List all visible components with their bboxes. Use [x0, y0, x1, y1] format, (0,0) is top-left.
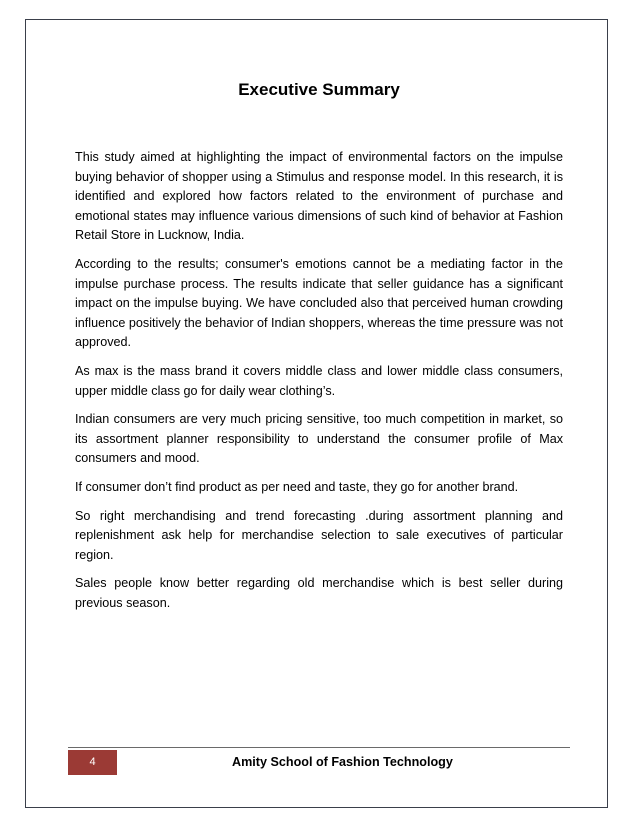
- paragraph-3: As max is the mass brand it covers middle class and lower middle class consumers, upper middle class go for daily wear clothing’s.: [75, 363, 563, 398]
- document-body: [75, 148, 563, 622]
- paragraph-7: Sales people know better regarding old merchandise which is best seller during previous season.: [75, 576, 563, 610]
- footer-institution: Amity School of Fashion Technology: [232, 755, 453, 769]
- paragraph-1: This study aimed at highlighting the impact of environmental factors on the impulse buying behavior of shopper using a Stimulus and response model. In this research, it is identified and explored how factors related to the environment of purchase and emotional states may influence various dimensions of such kind of behavior at Fashion Retail Store in Lucknow, India.: [75, 150, 563, 243]
- paragraph-5: If consumer don’t find product as per need and taste, they go for another brand.: [75, 479, 519, 494]
- paragraph-4: Indian consumers are very much pricing sensitive, too much competition in market, so its assortment planner responsibility to understand the consumer profile of Max consumers and mood.: [75, 412, 563, 466]
- footer-divider: [68, 747, 570, 748]
- paragraph-2: According to the results; consumer's emotions cannot be a mediating factor in the impulse purchase process. The results indicate that seller guidance has a significant impact on the impulse buying. We have concluded also that perceived human crowding influence positively the behavior of Indian shoppers, whereas the time pressure was not approved.: [75, 256, 563, 350]
- page-number: 4: [68, 750, 117, 775]
- document-title: Executive Summary: [238, 80, 400, 99]
- paragraph-6: So right merchandising and trend forecasting .during assortment planning and replenishment ask help for merchandise selection to sale executives of particular region.: [75, 508, 563, 562]
